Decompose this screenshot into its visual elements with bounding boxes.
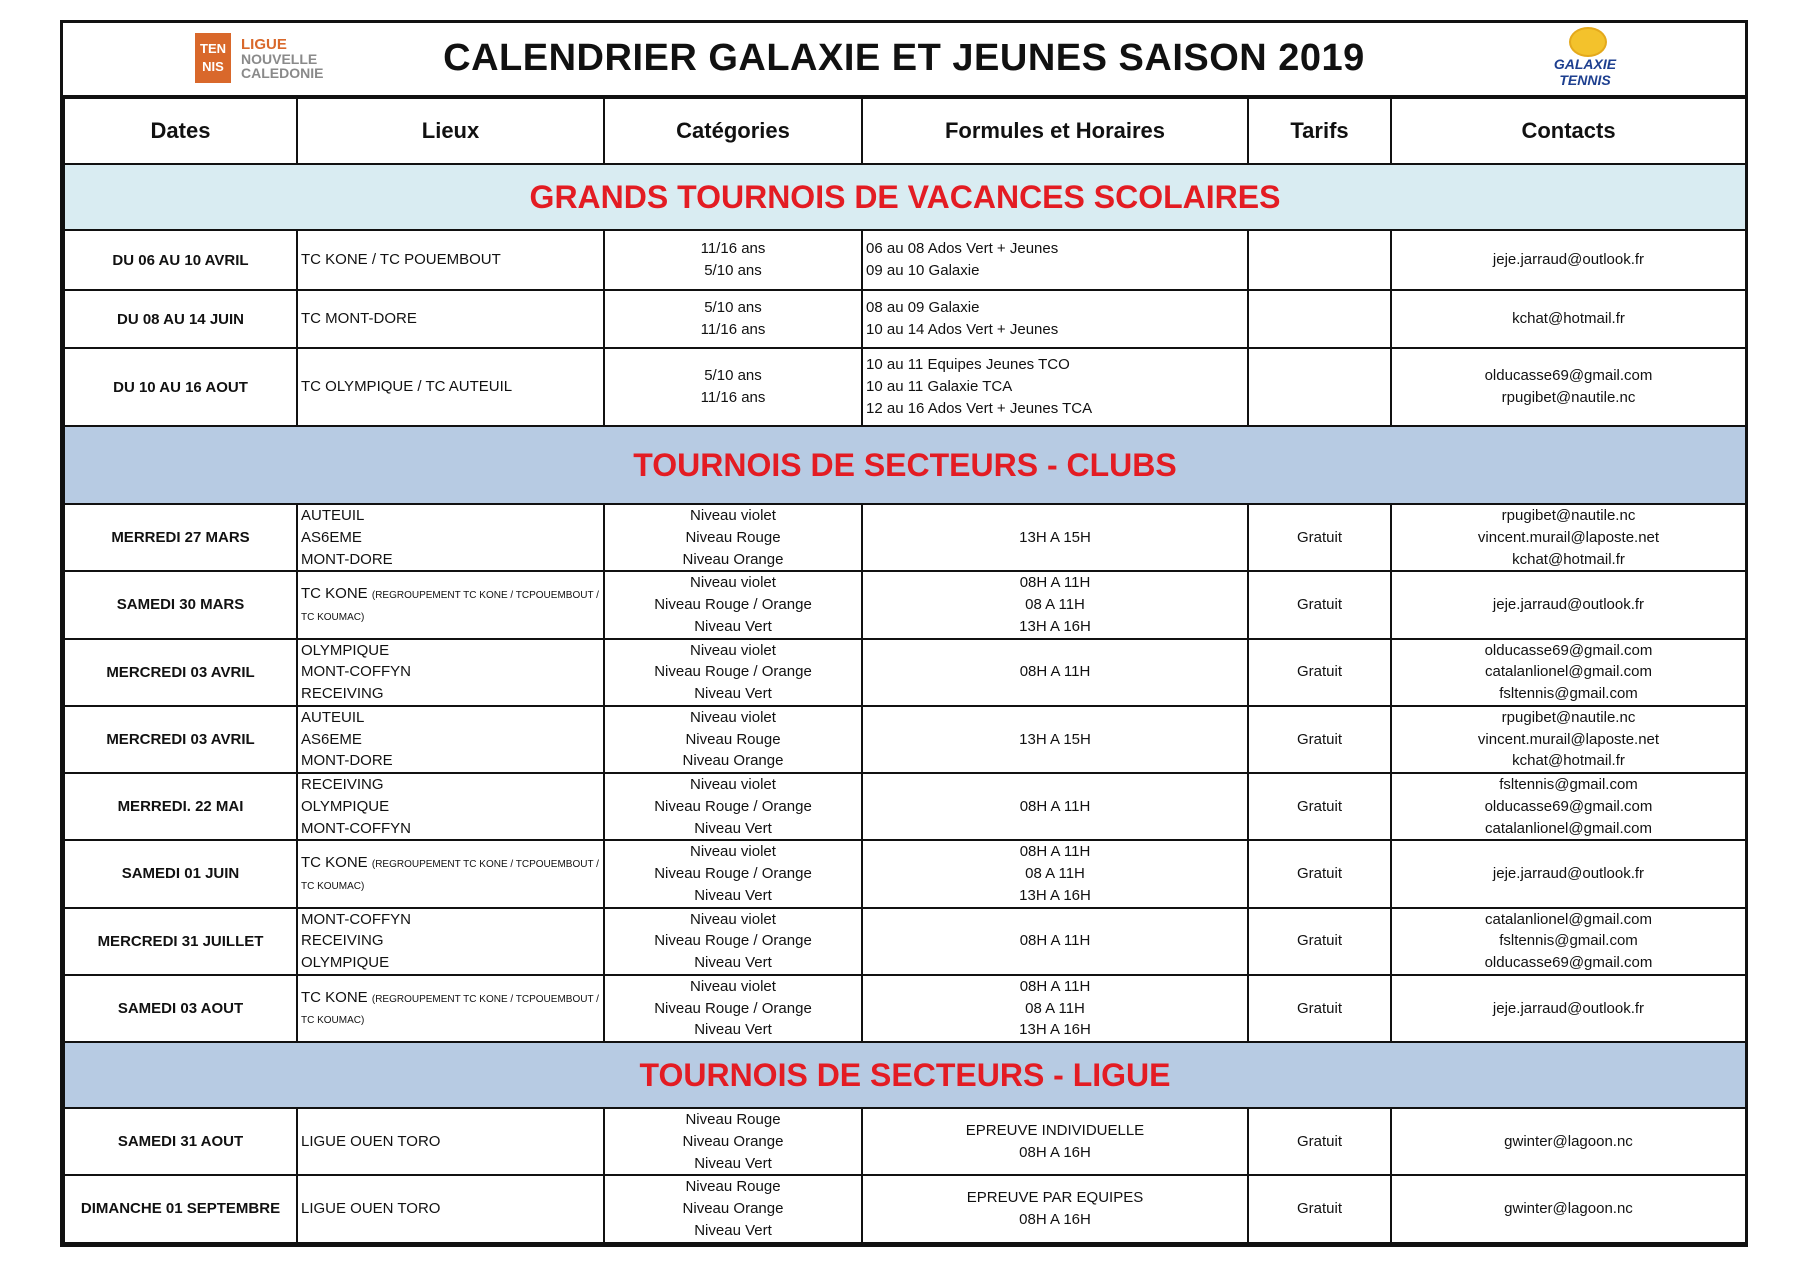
table-row: [64, 1108, 1746, 1175]
formule-line: 10 au 11 Galaxie TCA: [866, 378, 1013, 396]
lieu-name: TC KONE: [301, 854, 368, 872]
formule-line: 06 au 08 Ados Vert + Jeunes: [866, 240, 1059, 258]
formule-line: 08H A 16H: [1019, 1143, 1091, 1161]
document-title: CALENDRIER GALAXIE ET JEUNES SAISON 2019: [443, 37, 1365, 79]
table-row: [64, 639, 1746, 706]
contact-email: rpugibet@nautile.nc: [1501, 507, 1636, 524]
lieu-name: AS6EME: [301, 730, 362, 748]
categories-cell: [604, 504, 862, 571]
formule-line: 08H A 11H: [1019, 797, 1091, 815]
formule-line: 13H A 15H: [1019, 528, 1091, 546]
category-line: Niveau Rouge: [685, 1178, 781, 1196]
formule-line: 08H A 16H: [1019, 1210, 1091, 1228]
contact-email: vincent.murail@laposte.net: [1477, 528, 1660, 546]
lieu-name: OLYMPIQUE: [301, 954, 390, 971]
lieu-name: TC OLYMPIQUE / TC AUTEUIL: [301, 378, 513, 396]
formule-line: 08H A 11H: [1019, 574, 1091, 592]
section-title: GRANDS TOURNOIS DE VACANCES SCOLAIRES: [64, 164, 1746, 230]
table-row: [64, 571, 1746, 638]
section-header-row: [64, 1042, 1746, 1108]
table-row: [64, 290, 1746, 348]
calendar-table: [63, 97, 1747, 1244]
tarif-cell: Gratuit: [1248, 908, 1391, 975]
tarif-cell: Gratuit: [1248, 1175, 1391, 1242]
contact-email: rpugibet@nautile.nc: [1501, 708, 1636, 726]
lieux-cell: [297, 504, 604, 571]
date-cell: SAMEDI 31 AOUT: [64, 1108, 297, 1175]
contact-email: catalanlionel@gmail.com: [1485, 819, 1652, 837]
lieu-name: MONT-DORE: [301, 550, 393, 568]
contact-email: olducasse69@gmail.com: [1484, 797, 1653, 815]
table-row: [64, 1175, 1746, 1242]
formule-line: 10 au 14 Ados Vert + Jeunes: [866, 321, 1059, 338]
date-cell: SAMEDI 03 AOUT: [64, 975, 297, 1042]
category-line: Niveau Vert: [694, 954, 772, 971]
contact-email: olducasse69@gmail.com: [1484, 641, 1653, 659]
formules-cell: [862, 504, 1248, 571]
category-line: Niveau Vert: [694, 685, 772, 702]
contact-email: kchat@hotmail.fr: [1512, 752, 1625, 770]
lieu-note: (REGROUPEMENT TC KONE / TCPOUEMBOUT / TC KOUMAC): [301, 859, 599, 892]
date-cell: DU 08 AU 14 JUIN: [64, 290, 297, 348]
category-line: Niveau Rouge: [685, 730, 781, 748]
formules-cell: [862, 290, 1248, 348]
date-cell: MERREDI 27 MARS: [64, 504, 297, 571]
contact-email: catalanlionel@gmail.com: [1485, 910, 1652, 928]
col-header-lieux: Lieux: [297, 98, 604, 164]
table-row: [64, 706, 1746, 773]
tarif-cell: [1248, 230, 1391, 290]
date-cell: DIMANCHE 01 SEPTEMBRE: [64, 1175, 297, 1242]
logo-badge-line1: TEN: [200, 40, 226, 56]
contacts-cell: [1391, 639, 1746, 706]
table-row: [64, 840, 1746, 907]
formule-line: 08 A 11H: [1025, 999, 1085, 1017]
tarif-cell: Gratuit: [1248, 706, 1391, 773]
formule-line: 13H A 16H: [1019, 1021, 1091, 1039]
categories-cell: [604, 908, 862, 975]
tennis-ball-icon: [1569, 27, 1607, 57]
lieu-note: (REGROUPEMENT TC KONE / TCPOUEMBOUT / TC KOUMAC): [301, 590, 599, 623]
tarif-cell: Gratuit: [1248, 840, 1391, 907]
category-line: Niveau Rouge: [685, 1111, 781, 1128]
date-cell: DU 10 AU 16 AOUT: [64, 348, 297, 426]
date-cell: MERCREDI 03 AVRIL: [64, 706, 297, 773]
logo-text-line3: CALEDONIE: [241, 64, 324, 81]
col-header-categories: Catégories: [604, 98, 862, 164]
lieu-name: TC KONE: [301, 585, 368, 603]
category-line: Niveau violet: [690, 574, 776, 592]
lieux-cell: [297, 571, 604, 638]
category-line: Niveau Rouge: [685, 528, 781, 546]
contact-email: jeje.jarraud@outlook.fr: [1492, 251, 1645, 269]
lieux-cell: [297, 1108, 604, 1175]
lieu-name: OLYMPIQUE: [301, 797, 390, 815]
table-row: [64, 975, 1746, 1042]
categories-cell: [604, 773, 862, 840]
section-title: TOURNOIS DE SECTEURS - LIGUE: [64, 1042, 1746, 1108]
formules-cell: [862, 1108, 1248, 1175]
lieux-cell: [297, 1175, 604, 1242]
lieu-name: AS6EME: [301, 528, 362, 546]
category-line: 5/10 ans: [704, 299, 762, 317]
galaxie-logo-line2: TENNIS: [1559, 72, 1611, 88]
logo-text-line1: LIGUE: [241, 35, 287, 53]
col-header-contacts: Contacts: [1391, 98, 1746, 164]
category-line: Niveau violet: [690, 507, 776, 524]
formules-cell: [862, 230, 1248, 290]
contact-email: olducasse69@gmail.com: [1484, 367, 1653, 385]
lieux-cell: [297, 908, 604, 975]
category-line: Niveau Rouge / Orange: [654, 999, 812, 1017]
category-line: Niveau Vert: [694, 1221, 772, 1239]
section-title: TOURNOIS DE SECTEURS - CLUBS: [64, 426, 1746, 504]
lieu-name: MONT-COFFYN: [301, 663, 411, 681]
contact-email: jeje.jarraud@outlook.fr: [1492, 865, 1645, 882]
date-cell: MERCREDI 03 AVRIL: [64, 639, 297, 706]
lieu-name: MONT-DORE: [301, 752, 393, 770]
categories-cell: [604, 348, 862, 426]
formule-line: 08H A 11H: [1019, 932, 1091, 950]
contact-email: kchat@hotmail.fr: [1512, 550, 1625, 568]
categories-cell: [604, 1108, 862, 1175]
lieux-cell: [297, 840, 604, 907]
contact-email: gwinter@lagoon.nc: [1504, 1132, 1633, 1150]
lieux-cell: [297, 348, 604, 426]
category-line: Niveau Orange: [682, 752, 784, 770]
category-line: Niveau violet: [690, 977, 776, 995]
contacts-cell: [1391, 840, 1746, 907]
formule-line: 08 A 11H: [1025, 865, 1085, 882]
category-line: 5/10 ans: [704, 367, 762, 385]
formules-cell: [862, 908, 1248, 975]
logo-badge-line2: NIS: [202, 59, 224, 74]
contacts-cell: [1391, 1108, 1746, 1175]
formule-line: EPREUVE PAR EQUIPES: [966, 1189, 1144, 1207]
date-cell: SAMEDI 01 JUIN: [64, 840, 297, 907]
formules-cell: [862, 639, 1248, 706]
col-header-formules: Formules et Horaires: [862, 98, 1248, 164]
calendar-body: [64, 164, 1746, 1243]
formules-cell: [862, 773, 1248, 840]
categories-cell: [604, 706, 862, 773]
table-row: [64, 773, 1746, 840]
contacts-cell: [1391, 230, 1746, 290]
lieux-cell: [297, 975, 604, 1042]
lieu-name: TC KONE: [301, 988, 368, 1006]
lieux-cell: [297, 773, 604, 840]
col-header-dates: Dates: [64, 98, 297, 164]
contacts-cell: [1391, 348, 1746, 426]
category-line: Niveau Vert: [694, 819, 772, 837]
formule-line: 13H A 15H: [1019, 730, 1091, 748]
categories-cell: [604, 571, 862, 638]
category-line: Niveau Vert: [694, 617, 772, 635]
contact-email: vincent.murail@laposte.net: [1477, 730, 1660, 748]
contact-email: gwinter@lagoon.nc: [1504, 1200, 1633, 1217]
date-cell: MERCREDI 31 JUILLET: [64, 908, 297, 975]
formule-line: 08 au 09 Galaxie: [866, 299, 980, 317]
categories-cell: [604, 975, 862, 1042]
categories-cell: [604, 840, 862, 907]
formule-line: EPREUVE INDIVIDUELLE: [965, 1121, 1145, 1139]
date-cell: SAMEDI 30 MARS: [64, 571, 297, 638]
category-line: Niveau violet: [690, 641, 776, 659]
tarif-cell: Gratuit: [1248, 975, 1391, 1042]
category-line: Niveau Orange: [682, 550, 784, 568]
lieu-name: RECEIVING: [301, 932, 384, 950]
category-line: Niveau Rouge / Orange: [654, 932, 812, 950]
lieu-name: AUTEUIL: [301, 708, 365, 726]
tarif-cell: [1248, 348, 1391, 426]
categories-cell: [604, 230, 862, 290]
category-line: Niveau Vert: [694, 1154, 772, 1172]
contacts-cell: [1391, 908, 1746, 975]
contacts-cell: [1391, 706, 1746, 773]
lieu-name: LIGUE OUEN TORO: [301, 1200, 441, 1217]
formule-line: 10 au 11 Equipes Jeunes TCO: [866, 356, 1070, 374]
tarif-cell: Gratuit: [1248, 639, 1391, 706]
lieux-cell: [297, 706, 604, 773]
formule-line: 12 au 16 Ados Vert + Jeunes TCA: [866, 399, 1093, 417]
galaxie-logo-line1: GALAXIE: [1553, 56, 1617, 72]
categories-cell: [604, 290, 862, 348]
contact-email: jeje.jarraud@outlook.fr: [1492, 596, 1645, 613]
category-line: Niveau Rouge / Orange: [654, 663, 812, 681]
lieux-cell: [297, 290, 604, 348]
contacts-cell: [1391, 290, 1746, 348]
contacts-cell: [1391, 1175, 1746, 1242]
contact-email: olducasse69@gmail.com: [1484, 954, 1653, 971]
formules-cell: [862, 571, 1248, 638]
formule-line: 13H A 16H: [1019, 617, 1091, 635]
table-row: [64, 908, 1746, 975]
category-line: Niveau violet: [690, 843, 776, 861]
lieu-name: MONT-COFFYN: [301, 819, 411, 837]
table-row: [64, 504, 1746, 571]
date-cell: MERREDI. 22 MAI: [64, 773, 297, 840]
category-line: 5/10 ans: [704, 262, 762, 279]
lieux-cell: [297, 639, 604, 706]
contact-email: fsltennis@gmail.com: [1499, 685, 1638, 702]
contact-email: jeje.jarraud@outlook.fr: [1492, 999, 1645, 1017]
lieu-name: TC MONT-DORE: [301, 310, 417, 328]
section-header-row: [64, 426, 1746, 504]
contact-email: rpugibet@nautile.nc: [1501, 389, 1636, 406]
category-line: 11/16 ans: [700, 321, 766, 338]
category-line: Niveau Rouge / Orange: [654, 865, 812, 882]
contacts-cell: [1391, 773, 1746, 840]
lieu-name: MONT-COFFYN: [301, 910, 411, 928]
category-line: Niveau violet: [690, 708, 776, 726]
table-row: [64, 230, 1746, 290]
formules-cell: [862, 706, 1248, 773]
category-line: Niveau Orange: [682, 1200, 784, 1217]
formules-cell: [862, 1175, 1248, 1242]
category-line: 11/16 ans: [700, 240, 766, 258]
contact-email: fsltennis@gmail.com: [1499, 932, 1638, 950]
header-row: [64, 98, 1746, 164]
formule-line: 09 au 10 Galaxie: [866, 262, 980, 279]
col-header-tarifs: Tarifs: [1248, 98, 1391, 164]
lieu-name: RECEIVING: [301, 685, 384, 702]
date-cell: DU 06 AU 10 AVRIL: [64, 230, 297, 290]
galaxie-tennis-logo: [1545, 27, 1625, 91]
lieu-name: OLYMPIQUE: [301, 641, 390, 659]
tarif-cell: [1248, 290, 1391, 348]
category-line: Niveau Vert: [694, 1021, 772, 1039]
formule-line: 08H A 11H: [1019, 663, 1091, 681]
contact-email: fsltennis@gmail.com: [1499, 776, 1638, 793]
calendar-sheet: [60, 20, 1748, 1247]
formules-cell: [862, 975, 1248, 1042]
category-line: Niveau violet: [690, 776, 776, 793]
tarif-cell: Gratuit: [1248, 773, 1391, 840]
document-header: [63, 23, 1745, 97]
categories-cell: [604, 639, 862, 706]
lieu-name: AUTEUIL: [301, 507, 365, 524]
tarif-cell: Gratuit: [1248, 571, 1391, 638]
section-header-row: [64, 164, 1746, 230]
contacts-cell: [1391, 975, 1746, 1042]
formule-line: 08 A 11H: [1025, 596, 1085, 613]
formule-line: 13H A 16H: [1019, 886, 1091, 904]
lieu-name: RECEIVING: [301, 776, 384, 793]
category-line: Niveau Vert: [694, 886, 772, 904]
tarif-cell: Gratuit: [1248, 504, 1391, 571]
category-line: Niveau Rouge / Orange: [654, 797, 812, 815]
categories-cell: [604, 1175, 862, 1242]
category-line: Niveau violet: [690, 910, 776, 928]
tarif-cell: Gratuit: [1248, 1108, 1391, 1175]
lieu-name: TC KONE / TC POUEMBOUT: [301, 251, 501, 269]
contact-email: kchat@hotmail.fr: [1512, 310, 1625, 328]
table-row: [64, 348, 1746, 426]
category-line: 11/16 ans: [700, 389, 766, 406]
category-line: Niveau Orange: [682, 1132, 784, 1150]
formules-cell: [862, 348, 1248, 426]
lieux-cell: [297, 230, 604, 290]
formule-line: 08H A 11H: [1019, 843, 1091, 861]
lieu-name: LIGUE OUEN TORO: [301, 1132, 441, 1150]
logo-text-line2: NOUVELLE: [241, 50, 318, 67]
contacts-cell: [1391, 571, 1746, 638]
contacts-cell: [1391, 504, 1746, 571]
category-line: Niveau Rouge / Orange: [654, 596, 812, 613]
formule-line: 08H A 11H: [1019, 977, 1091, 995]
formules-cell: [862, 840, 1248, 907]
contact-email: catalanlionel@gmail.com: [1485, 663, 1652, 681]
lieu-note: (REGROUPEMENT TC KONE / TCPOUEMBOUT / TC KOUMAC): [301, 993, 599, 1027]
